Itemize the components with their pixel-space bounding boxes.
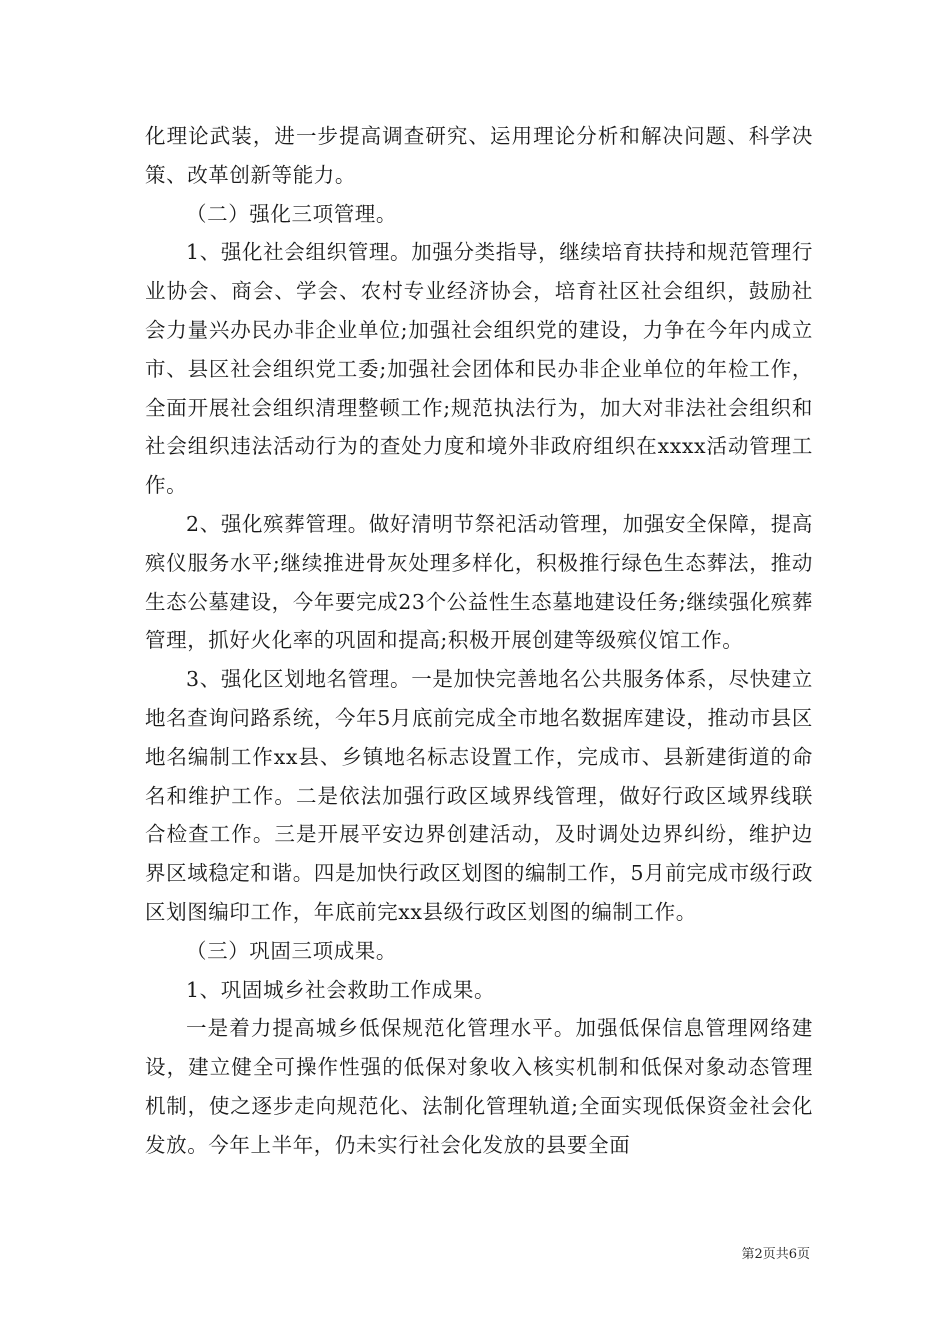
section-heading-3: （三）巩固三项成果。 [186, 938, 397, 963]
paragraph-social-org: 1、强化社会组织管理。加强分类指导，继续培育扶持和规范管理行业协会、商会、学会、农村专业经济协会，培育社区社会组织，鼓励社会力量兴办民办非企业单位;加强社会组织党的建设，力争在今年内成立市、县区社会组织党工委;加强社会团体和民办非企业单位的年检工作，全面开展社会组织清理整顿工作;规范执法行为，加大对非法社会组织和社会组织违法活动行为的查处力度和境外非政府组织在xxxx活动管理工作。 [145, 240, 813, 498]
paragraph-continued: 化理论武装，进一步提高调查研究、运用理论分析和解决问题、科学决策、改革创新等能力。 [145, 124, 813, 187]
paragraph-relief-title: 1、巩固城乡社会救助工作成果。 [186, 977, 496, 1002]
paragraph-low-income: 一是着力提高城乡低保规范化管理水平。加强低保信息管理网络建设，建立健全可操作性强的低保对象收入核实机制和低保对象动态管理机制，使之逐步走向规范化、法制化管理轨道;全面实现低保资金社会化发放。今年上半年，仍未实行社会化发放的县要全面 [145, 1016, 813, 1157]
paragraph-funeral: 2、强化殡葬管理。做好清明节祭祀活动管理，加强安全保障，提高殡仪服务水平;继续推进骨灰处理多样化，积极推行绿色生态葬法，推动生态公墓建设，今年要完成23个公益性生态墓地建设任务;继续强化殡葬管理，抓好火化率的巩固和提高;积极开展创建等级殡仪馆工作。 [145, 511, 813, 653]
document-body [145, 117, 813, 1165]
page-number-footer: 第2页共6页 [741, 1247, 810, 1262]
section-heading-2: （二）强化三项管理。 [186, 201, 397, 226]
paragraph-place-names: 3、强化区划地名管理。一是加快完善地名公共服务体系，尽快建立地名查询问路系统，今年5月底前完成全市地名数据库建设，推动市县区地名编制工作xx县、乡镇地名标志设置工作，完成市、县新建街道的命名和维护工作。二是依法加强行政区域界线管理，做好行政区域界线联合检查工作。三是开展平安边界创建活动，及时调处边界纠纷，维护边界区域稳定和谐。四是加快行政区划图的编制工作，5月前完成市级行政区划图编印工作，年底前完xx县级行政区划图的编制工作。 [145, 667, 813, 924]
